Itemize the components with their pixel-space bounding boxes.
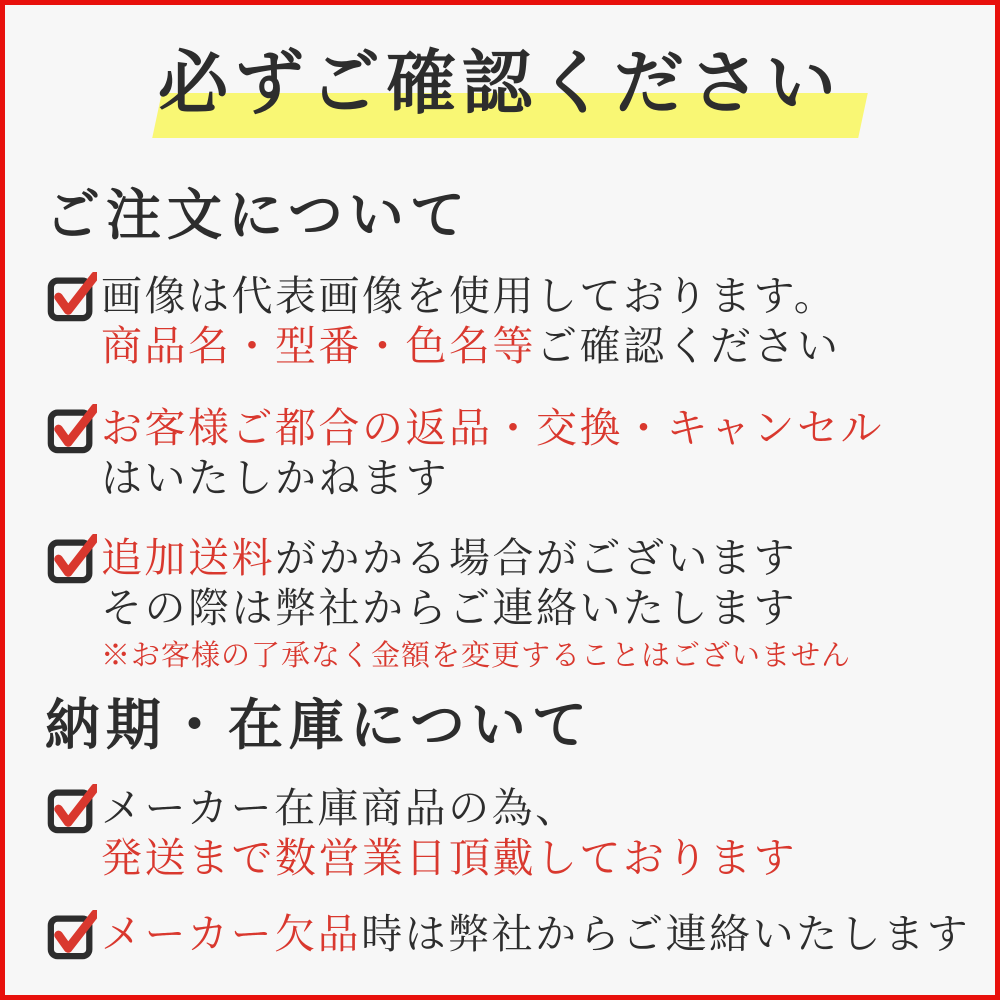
text-segment: 時は弊社からご連絡いたします: [361, 911, 971, 957]
checkbox-checked-icon: [47, 784, 97, 834]
section-heading-orders: ご注文について: [45, 185, 471, 246]
item-text: [101, 533, 851, 675]
text-line: [101, 909, 970, 959]
checklist-item: [47, 783, 975, 883]
text-line: [101, 533, 851, 583]
text-segment: はいたしかねます: [101, 455, 449, 501]
checkbox-checked-icon: [47, 404, 97, 454]
text-line: [101, 783, 797, 833]
title-block: [5, 45, 995, 125]
text-line: [101, 833, 797, 883]
checklist-item: [47, 533, 975, 675]
text-segment: その際は弊社からご連絡いたします: [101, 585, 797, 631]
text-segment-red: メーカー欠品: [101, 911, 362, 957]
text-line: [101, 403, 884, 453]
text-segment: 画像は代表画像を使用しております。: [101, 273, 838, 319]
text-line: [101, 453, 884, 503]
text-line: [101, 583, 851, 633]
checkbox-checked-icon: [47, 534, 97, 584]
price-change-note: ※お客様の了承なく金額を変更することはございません: [101, 640, 852, 672]
text-segment-red: 発送まで数営業日頂戴しております: [101, 835, 797, 881]
text-segment-red: お客様ご都合の返品・交換・キャンセル: [101, 405, 884, 451]
item-text: [101, 783, 797, 883]
text-segment-red: 追加送料: [101, 535, 275, 581]
checkbox-checked-icon: [47, 910, 97, 960]
checklist-item: [47, 271, 975, 371]
item-text: [101, 271, 841, 371]
text-segment: メーカー在庫商品の為、: [101, 785, 579, 831]
checkbox-checked-icon: [47, 272, 97, 322]
item-text: [101, 909, 970, 959]
checklist-item: [47, 403, 975, 503]
notice-title: 必ずご確認ください: [158, 46, 842, 123]
text-segment: ご確認ください: [536, 323, 841, 369]
text-segment: がかかる場合がございます: [275, 535, 797, 581]
item-text: [101, 403, 884, 503]
checklist-item: [47, 909, 975, 960]
section-heading-stock: 納期・在庫について: [45, 695, 593, 756]
text-line: [101, 271, 841, 321]
text-segment-red: 商品名・型番・色名等: [101, 323, 536, 369]
text-line: [101, 321, 841, 371]
